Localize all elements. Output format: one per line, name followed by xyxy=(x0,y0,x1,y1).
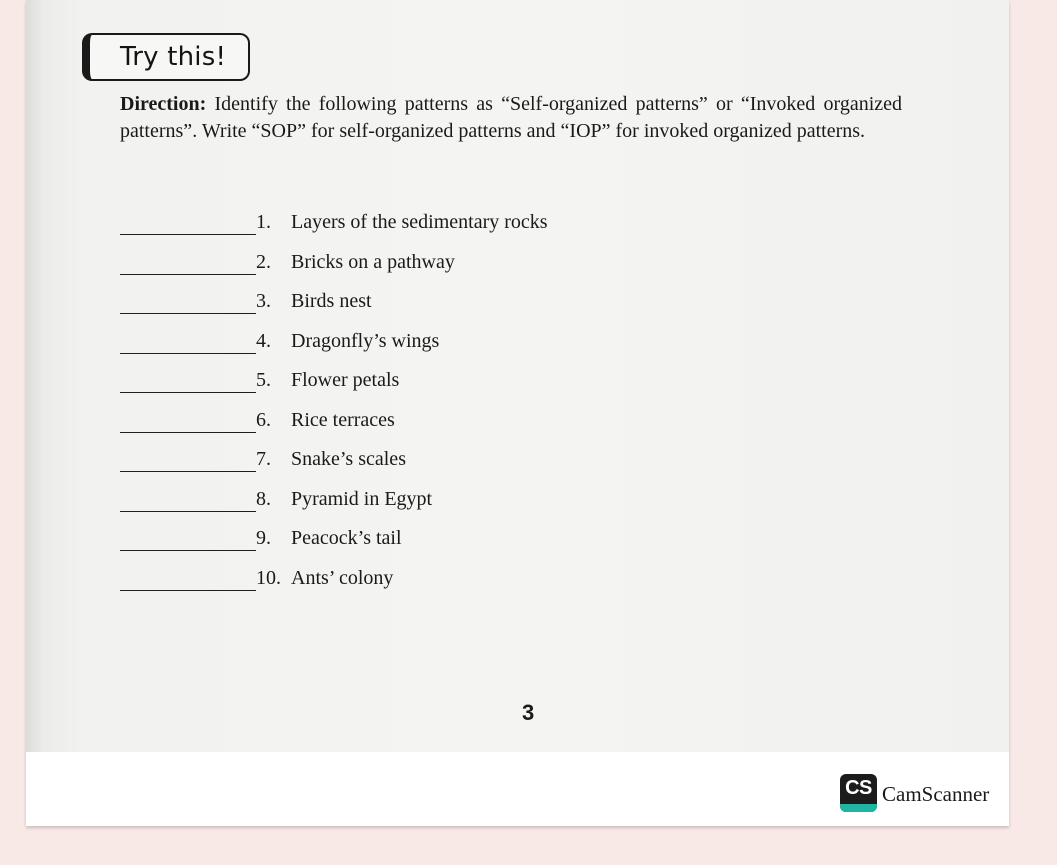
pattern-list xyxy=(120,209,720,604)
item-number: 4. xyxy=(256,329,271,352)
direction-label: Direction: xyxy=(120,93,207,115)
answer-blank xyxy=(120,590,256,591)
list-item xyxy=(120,209,720,249)
item-number: 1. xyxy=(256,211,271,233)
list-item xyxy=(120,407,720,447)
item-label: Flower petals xyxy=(291,369,400,391)
item-label: Peacock’s tail xyxy=(291,527,402,549)
item-label: Birds nest xyxy=(291,290,372,312)
answer-blank xyxy=(120,353,256,354)
answer-blank xyxy=(120,432,256,433)
item-number: 3. xyxy=(256,290,271,312)
list-item xyxy=(120,486,720,526)
answer-blank xyxy=(120,234,256,235)
logo-letters: CS xyxy=(845,777,872,799)
section-heading-box xyxy=(82,33,250,81)
item-label: Ants’ colony xyxy=(291,566,394,589)
document-page xyxy=(26,0,1009,826)
item-number: 2. xyxy=(256,250,271,273)
direction-paragraph xyxy=(120,91,902,145)
list-item xyxy=(120,328,720,368)
answer-blank xyxy=(120,392,256,393)
camscanner-logo-icon xyxy=(840,774,877,812)
item-number: 7. xyxy=(256,448,271,470)
list-item xyxy=(120,525,720,565)
direction-text: Identify the following patterns as “Self-organized patterns” or “Invoked organized patterns”. Write “SOP” for self-organized patterns and “IOP” for invoked organized patterns. xyxy=(120,93,903,142)
item-label: Dragonfly’s wings xyxy=(291,329,440,352)
list-item xyxy=(120,446,720,486)
list-item xyxy=(120,565,720,605)
list-item xyxy=(120,288,720,328)
item-number: 6. xyxy=(256,408,271,431)
list-item xyxy=(120,249,720,289)
item-label: Layers of the sedimentary rocks xyxy=(291,211,548,233)
page-number: 3 xyxy=(522,700,535,725)
answer-blank xyxy=(120,550,256,551)
item-label: Rice terraces xyxy=(291,408,395,431)
answer-blank xyxy=(120,274,256,275)
item-number: 5. xyxy=(256,369,271,391)
list-item xyxy=(120,367,720,407)
item-number: 8. xyxy=(256,487,271,510)
scanned-worksheet xyxy=(26,0,1009,752)
item-number: 10. xyxy=(256,566,281,589)
answer-blank xyxy=(120,511,256,512)
answer-blank xyxy=(120,313,256,314)
item-label: Bricks on a pathway xyxy=(291,250,455,273)
logo-accent-stripe xyxy=(840,804,877,812)
item-label: Snake’s scales xyxy=(291,448,406,470)
camscanner-brand-text: CamScanner xyxy=(882,782,990,806)
item-number: 9. xyxy=(256,527,271,549)
section-heading: Try this! xyxy=(120,42,227,72)
item-label: Pyramid in Egypt xyxy=(291,487,433,510)
answer-blank xyxy=(120,471,256,472)
